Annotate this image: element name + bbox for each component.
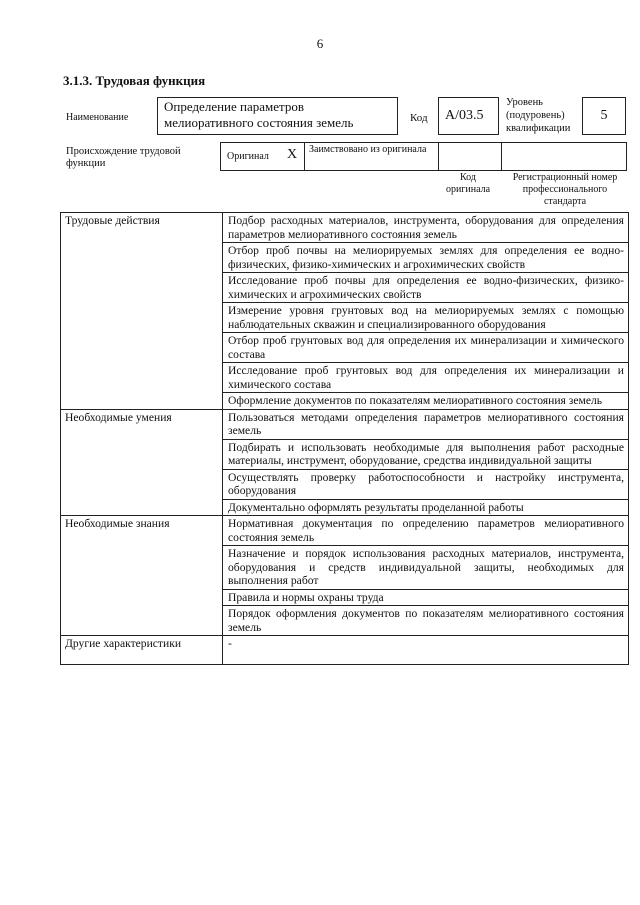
section-title-cell: Трудовые действия — [61, 213, 223, 410]
code-box — [438, 97, 499, 135]
table-row — [61, 213, 629, 243]
section-title-cell: Необходимые умения — [61, 409, 223, 516]
table-row — [61, 409, 629, 439]
list-item: Подбор расходных материалов, инструмента, оборудования для определения параметров мелиоративного состояния земель — [223, 213, 629, 243]
original-cell — [221, 143, 305, 170]
list-item: - — [223, 636, 629, 665]
list-item: Отбор проб почвы на мелиорируемых землях для определения ее водно-физических, физико-химических и агрохимических свойств — [223, 243, 629, 273]
list-item: Пользоваться методами определения параметров мелиоративного состояния земель — [223, 409, 629, 439]
function-name-value: Определение параметров мелиоративного состояния земель — [164, 99, 354, 130]
code-label: Код — [410, 112, 428, 124]
origin-table — [220, 142, 627, 171]
original-mark: X — [287, 147, 298, 162]
original-label: Оригинал — [227, 151, 269, 162]
list-item: Порядок оформления документов по показателям мелиоративного состояния земель — [223, 606, 629, 636]
list-item: Оформление документов по показателям мелиоративного состояния земель — [223, 393, 629, 410]
labor-function-table — [60, 212, 629, 665]
code-value: A/03.5 — [445, 108, 484, 123]
section-title: 3.1.3. Трудовая функция — [63, 73, 206, 88]
list-item: Осуществлять проверку работоспособности и настройку инструмента, оборудования — [223, 469, 629, 499]
list-item: Исследование проб почвы для определения ее водно-физических, физико-химических и агрохимических свойств — [223, 273, 629, 303]
page-number: 6 — [316, 36, 324, 51]
list-item: Правила и нормы охраны труда — [223, 589, 629, 606]
level-label: Уровень (подуровень) квалификации — [506, 97, 571, 134]
table-row — [61, 516, 629, 546]
function-name-box — [157, 97, 398, 135]
section-title-cell: Другие характеристики — [61, 636, 223, 665]
reg-number-cell — [502, 143, 626, 170]
level-value: 5 — [600, 108, 608, 123]
list-item: Подбирать и использовать необходимые для выполнения работ расходные материалы, инструмент, оборудование, средства индивидуальной защиты — [223, 439, 629, 469]
level-box — [582, 97, 626, 135]
borrowed-cell — [305, 143, 439, 170]
origin-code-caption: Код оригинала — [445, 172, 491, 195]
section-title-cell: Необходимые знания — [61, 516, 223, 636]
borrowed-label: Заимствовано из оригинала — [309, 144, 427, 155]
list-item: Отбор проб грунтовых вод для определения их минерализации и химического состава — [223, 333, 629, 363]
list-item: Назначение и порядок использования расходных материалов, инструмента, оборудования и средств индивидуальной защиты, необходимых для выполнения работ — [223, 546, 629, 590]
name-label: Наименование — [66, 112, 129, 123]
origin-label: Происхождение трудовой функции — [66, 146, 181, 169]
list-item: Измерение уровня грунтовых вод на мелиорируемых землях с помощью наблюдательных скважин и специализированного оборудования — [223, 303, 629, 333]
origin-code-cell — [439, 143, 502, 170]
table-row — [61, 636, 629, 665]
list-item: Исследование проб грунтовых вод для определения их минерализации и химического состава — [223, 363, 629, 393]
list-item: Документально оформлять результаты проделанной работы — [223, 499, 629, 516]
reg-number-caption: Регистрационный номер профессионального стандарта — [512, 172, 618, 207]
list-item: Нормативная документация по определению параметров мелиоративного состояния земель — [223, 516, 629, 546]
